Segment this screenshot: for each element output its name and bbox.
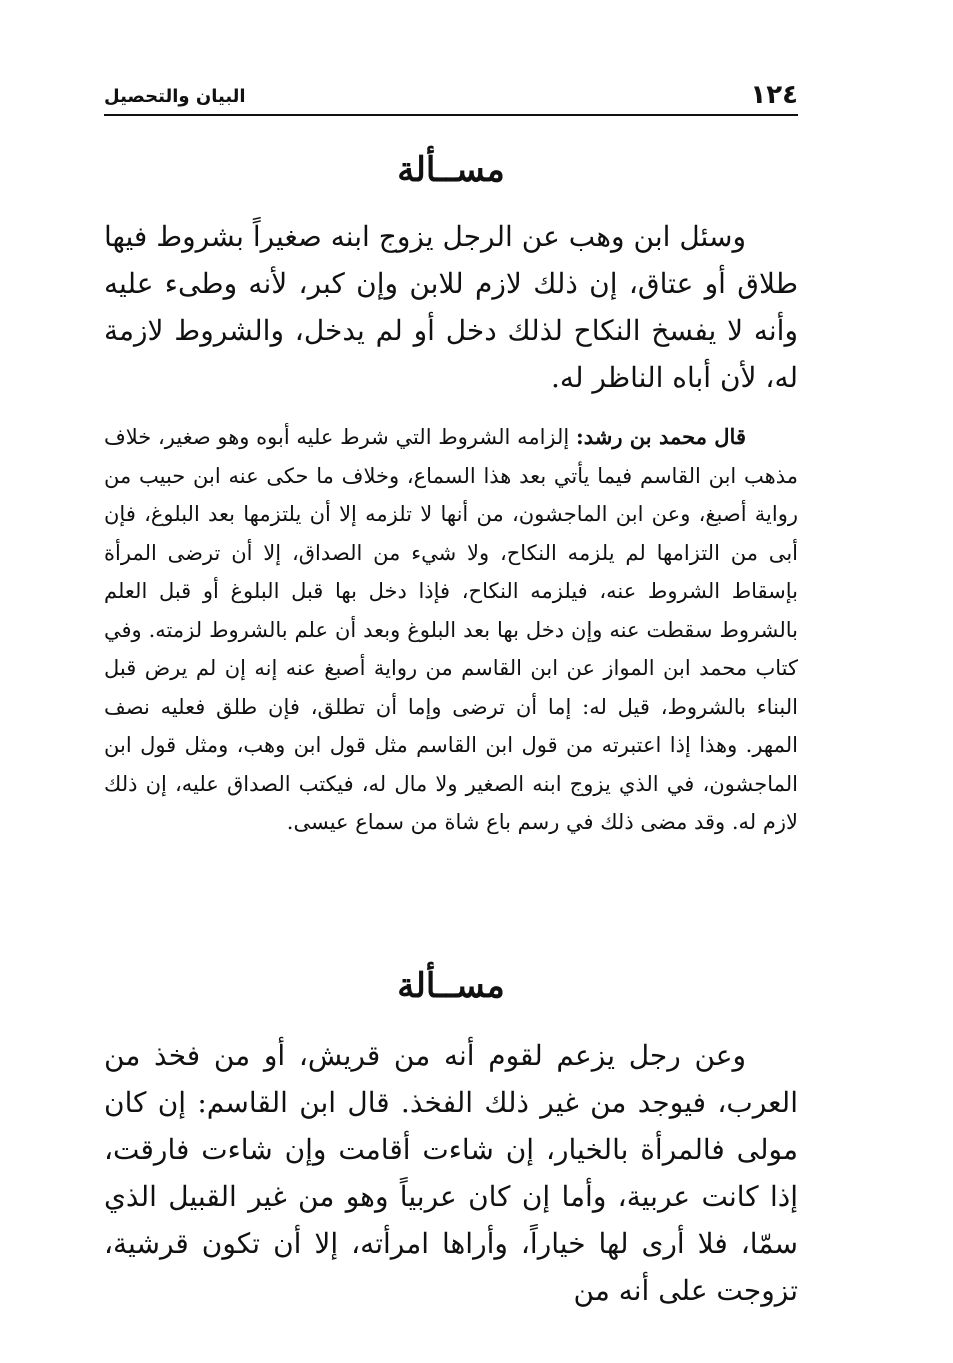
section-heading-1: مســألة	[397, 150, 505, 190]
running-header	[104, 80, 798, 116]
commentary-text: إلزامه الشروط التي شرط عليه أبوه وهو صغير، خلاف مذهب ابن القاسم فيما يأتي بعد هذا السماع، وخلاف ما حكى عنه ابن حبيب من رواية أصبغ، وعن ابن الماجشون، من أنها لا تلزمه إلا أن يلتزمها بعد البلوغ، فإن أبى من التزامها لم يلزمه النكاح، ولا شيء من الصداق، إلا أن ترضى المرأة بإسقاط الشروط عنه، فيلزمه النكاح، فإذا دخل بها قبل البلوغ أو قبل العلم بالشروط سقطت عنه وإن دخل بها بعد البلوغ وبعد أن علم بالشروط لزمته. وفي كتاب محمد ابن المواز عن ابن القاسم من رواية أصبغ عنه إنه إن لم يرض قبل البناء بالشروط، قيل له: إما أن ترضى وإما أن تطلق، فإن طلق فعليه نصف المهر. وهذا إذا اعتبرته من قول ابن القاسم مثل قول ابن وهب، ومثل قول ابن الماجشون، في الذي يزوج ابنه الصغير ولا مال له، فيكتب الصداق عليه، إن ذلك لازم له. وقد مضى ذلك في رسم باع شاة من سماع عيسى.	[104, 425, 798, 834]
section-heading-2: مســألة	[397, 966, 505, 1006]
commentary-author: قال محمد بن رشد:	[575, 424, 746, 449]
page-number: ١٢٤	[750, 80, 798, 110]
paragraph-question-2: وعن رجل يزعم لقوم أنه من قريش، أو من فخذ من العرب، فيوجد من غير ذلك الفخذ. قال ابن القاسم: إن كان مولى فالمرأة بالخيار، إن شاءت أقامت وإن شاءت فارقت، إذا كانت عربية، وأما إن كان عربياً وهو من غير القبيل الذي سمّا، فلا أرى لها خياراً، وأراها امرأته، إلا أن تكون قرشية، تزوجت على أنه من	[104, 1039, 798, 1307]
paragraph-commentary	[104, 418, 798, 842]
book-title: البيان والتحصيل	[104, 86, 246, 107]
paragraph-question-1: وسئل ابن وهب عن الرجل يزوج ابنه صغيراً بشروط فيها طلاق أو عتاق، إن ذلك لازم للابن وإن كبر، لأنه وطىء عليه وأنه لا يفسخ النكاح لذلك دخل أو لم يدخل، والشروط لازمة له، لأن أباه الناظر له.	[104, 220, 798, 394]
